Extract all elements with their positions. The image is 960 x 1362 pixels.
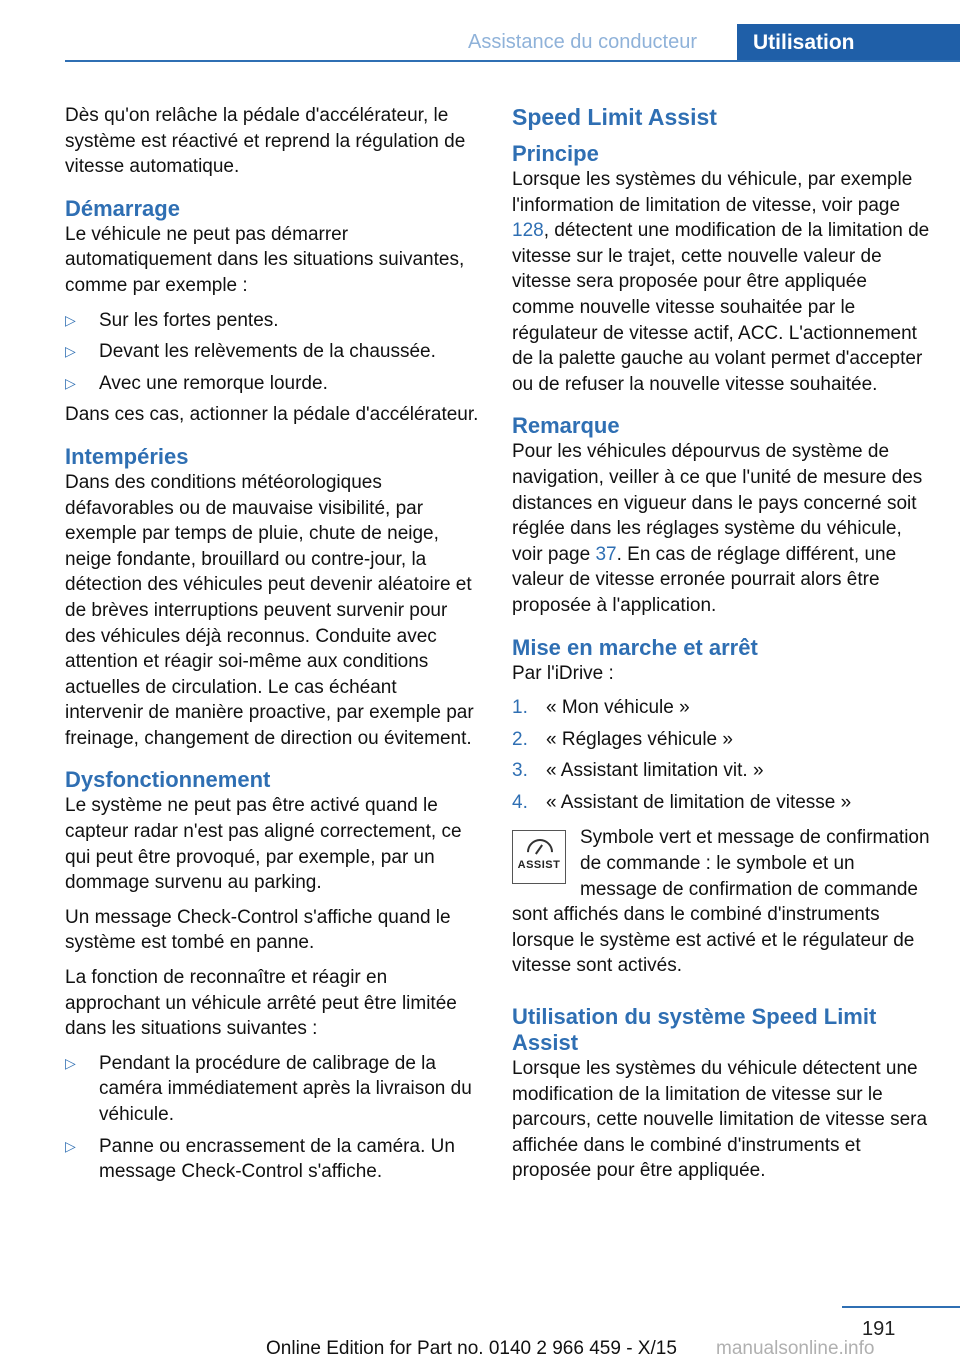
heading-mise-en-marche: Mise en marche et arrêt [512, 634, 758, 660]
demarrage-list [65, 308, 480, 397]
demarrage-after: Dans ces cas, actionner la pédale d'accélérateur. [65, 404, 479, 426]
mise-intro: Par l'iDrive : [512, 662, 614, 684]
intro-paragraph: Dès qu'on relâche la pédale d'accélérateur, le système est réactivé et reprend la régulation de vitesse automatique. [65, 105, 466, 178]
page-title: Speed Limit Assist [512, 104, 717, 130]
utilisation-text: Lorsque les systèmes du véhicule détectent une modification de la limitation de vitesse sur le parcours, cette nouvelle limitation de vitesse sera affichée dans le combiné d'instruments et proposée pour être appliquée. [512, 1058, 928, 1182]
triangle-bullet-icon: ▷ [65, 374, 76, 391]
section-demarrage [65, 196, 480, 428]
heading-demarrage: Démarrage [65, 195, 180, 221]
triangle-bullet-icon: ▷ [65, 311, 76, 328]
assist-symbol-block [512, 825, 932, 988]
heading-utilisation: Utilisation du système Speed Limit Assist [512, 1004, 877, 1056]
section-principe [512, 141, 932, 397]
dysfonctionnement-list [65, 1051, 480, 1185]
triangle-bullet-icon: ▷ [65, 1137, 76, 1154]
heading-principe: Principe [512, 141, 599, 166]
page-link-128[interactable]: 128 [512, 220, 544, 242]
triangle-bullet-icon: ▷ [65, 1054, 76, 1071]
assist-speedometer-icon [512, 830, 566, 884]
dysfonctionnement-p1: Le système ne peut pas être activé quand le capteur radar n'est pas aligné correctement, ce qui peut être provoqué, par exemple, par un dommage survenu au parking. [65, 795, 462, 894]
idrive-steps [512, 695, 932, 815]
heading-dysfonctionnement: Dysfonctionnement [65, 767, 271, 793]
page-link-37[interactable]: 37 [595, 543, 617, 565]
list-item: 1. « Mon véhicule » [512, 697, 690, 719]
list-item: ▷ Sur les fortes pentes. [65, 308, 480, 334]
header-tab-utilisation: Utilisation [737, 24, 960, 62]
intemperies-text: Dans des conditions météorologiques défavorables ou de mauvaise visibilité, par exemple par temps de pluie, chute de neige, neige fondante, brouillard ou contre-jour, la détection des véhicules peut devenir aléatoire et de brèves interruptions peuvent survenir pour des véhicules déjà reconnus. Conduite avec attention et réagir soi-même aux conditions actuelles de circulation. Le cas échéant intervenir de manière proactive, par exemple par freinage, changement de direction ou évitement. [65, 471, 474, 749]
section-remarque [512, 413, 932, 618]
list-item: ▷ Pendant la procédure de calibrage de la caméra immédiatement après la livraison du véhicule. [65, 1052, 472, 1125]
section-dysfonctionnement [65, 767, 480, 1184]
list-item: 2. « Réglages véhicule » [512, 728, 733, 750]
footer-rule [842, 1306, 960, 1308]
list-item: 4. « Assistant de limitation de vitesse » [512, 791, 852, 813]
list-item: ▷ Devant les relèvements de la chaussée. [65, 339, 480, 365]
watermark: manualsonline.info [716, 1338, 875, 1359]
list-item: ▷ Panne ou encrassement de la caméra. Un message Check-Control s'affiche. [65, 1135, 455, 1183]
footer-edition: Online Edition for Part no. 0140 2 966 459 - X/15 [266, 1338, 677, 1359]
heading-remarque: Remarque [512, 413, 620, 439]
assist-icon-label: ASSIST [517, 858, 561, 871]
demarrage-text: Le véhicule ne peut pas démarrer automatiquement dans les situations suivantes, comme par exemple : [65, 223, 465, 296]
heading-intemperies: Intempéries [65, 443, 189, 469]
section-intemperies [65, 444, 480, 752]
list-item: ▷ Avec une remorque lourde. [65, 371, 480, 397]
section-utilisation [512, 1004, 932, 1184]
symbol-text: Symbole vert et message de confirmation de commande : le symbole et un message de confirmation de commande sont affichés dans le combiné d'instruments lorsque le système est activé et le régulateur de vitesse sont activés. [512, 827, 930, 977]
dysfonctionnement-p3: La fonction de reconnaître et réagir en approchant un véhicule arrêté peut être limitée dans les situations suivantes : [65, 967, 457, 1040]
header-rule [65, 60, 960, 62]
right-column [512, 103, 932, 1193]
header-section-title: Assistance du conducteur [468, 31, 698, 53]
dysfonctionnement-p2: Un message Check-Control s'affiche quand le système est tombé en panne. [65, 906, 451, 954]
principe-text: Lorsque les systèmes du véhicule, par exemple l'information de limitation de vitesse, voir page 128, détectent une modification de la limitation de vitesse sur le trajet, cette nouvelle valeur de vitesse sera proposée pour être appliquée comme nouvelle vitesse souhaitée par le régulateur de vitesse actif, ACC. L'actionnement de la palette gauche au volant permet d'accepter ou de refuser la nouvelle vitesse souhaitée. [512, 169, 930, 395]
remarque-text: Pour les véhicules dépourvus de système de navigation, veiller à ce que l'unité de mesure des distances en vigueur dans le pays concerné soit réglée dans les réglages système du véhicule, voir page 37. En cas de réglage différent, une valeur de vitesse erronée pourrait alors être proposée à l'application. [512, 441, 923, 616]
list-item: 3. « Assistant limitation vit. » [512, 760, 764, 782]
section-mise-en-marche [512, 635, 932, 989]
triangle-bullet-icon: ▷ [65, 343, 76, 360]
page-number: 191 [862, 1318, 896, 1340]
left-column [65, 103, 480, 1191]
